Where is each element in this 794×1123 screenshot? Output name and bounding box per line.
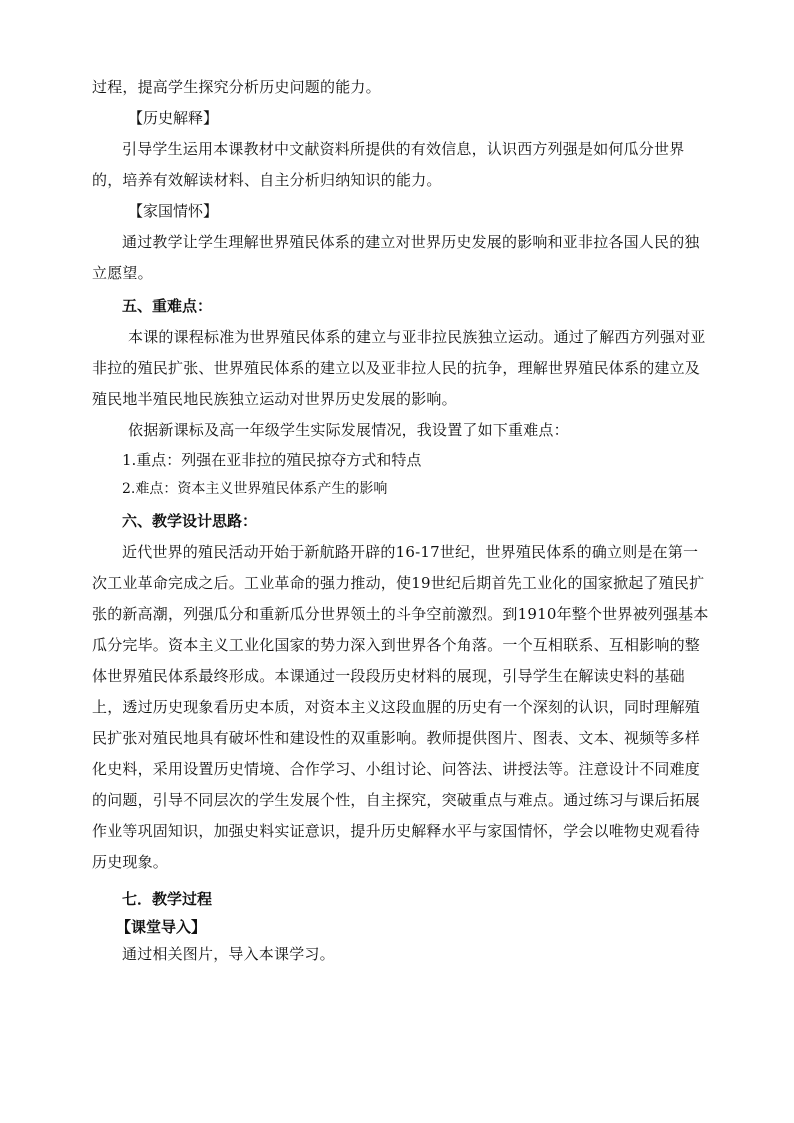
key-point-item: 1.重点：列强在亚非拉的殖民掠夺方式和特点 [122, 451, 422, 469]
paragraph-section-5-basis: 依据新课标及高一年级学生实际发展情况，我设置了如下重难点： [128, 421, 569, 439]
difficult-point-item: 2.难点：资本主义世界殖民体系产生的影响 [122, 481, 388, 497]
document-body [92, 72, 712, 970]
paragraph-history-interpretation: 引导学生运用本课教材中文献资料所提供的有效信息，认识西方列强是如何瓜分世界的，培养有效解读材料、自主分析归纳知识的能力。 [92, 140, 685, 189]
paragraph-class-intro: 通过相关图片，导入本课学习。 [122, 945, 335, 963]
section-6-title: 六、教学设计思路： [122, 512, 258, 530]
paragraph-family-nation: 通过教学让学生理解世界殖民体系的建立对世界历史发展的影响和亚非拉各国人民的独立愿望。 [92, 233, 700, 282]
heading-history-interpretation: 【历史解释】 [128, 109, 219, 127]
paragraph-section-5-standard: 本课的课程标准为世界殖民体系的建立与亚非拉民族独立运动。通过了解西方列强对亚非拉的殖民扩张、世界殖民体系的建立以及亚非拉人民的抗争，理解世界殖民体系的建立及殖民地半殖民地民族独立运动对世界历史发展的影响。 [92, 328, 706, 408]
heading-family-nation: 【家国情怀】 [128, 202, 219, 220]
paragraph-section-6-design: 近代世界的殖民活动开始于新航路开辟的16-17世纪，世界殖民体系的确立则是在第一次工业革命完成之后。工业革命的强力推动，使19世纪后期首先工业化的国家掀起了殖民扩张的新高潮，列强瓜分和重新瓜分世界领土的斗争空前激烈。到1910年整个世界被列强基本瓜分完毕。资本主义工业化国家的势力深入到世界各个角落。一个互相联系、互相影响的整体世界殖民体系最终形成。本课通过一段段历史材料的展现，引导学生在解读史料的基础上，透过历史现象看历史本质，对资本主义这段血腥的历史有一个深刻的认识，同时理解殖民扩张对殖民地具有破坏性和建设性的双重影响。教师提供图片、图表、文本、视频等多样化史料，采用设置历史情境、合作学习、小组讨论、问答法、讲授法等。注意设计不同难度的问题，引导不同层次的学生发展个性，自主探究，突破重点与难点。通过练习与课后拓展作业等巩固知识，加强史料实证意识，提升历史解释水平与家国情怀，学会以唯物史观看待历史现象。 [92, 543, 709, 871]
heading-class-intro: 【课堂导入】 [116, 918, 207, 936]
paragraph-continuation: 过程，提高学生探究分析历史问题的能力。 [92, 78, 381, 96]
section-7-title: 七．教学过程 [122, 890, 213, 908]
section-5-title: 五、重难点： [122, 297, 213, 315]
